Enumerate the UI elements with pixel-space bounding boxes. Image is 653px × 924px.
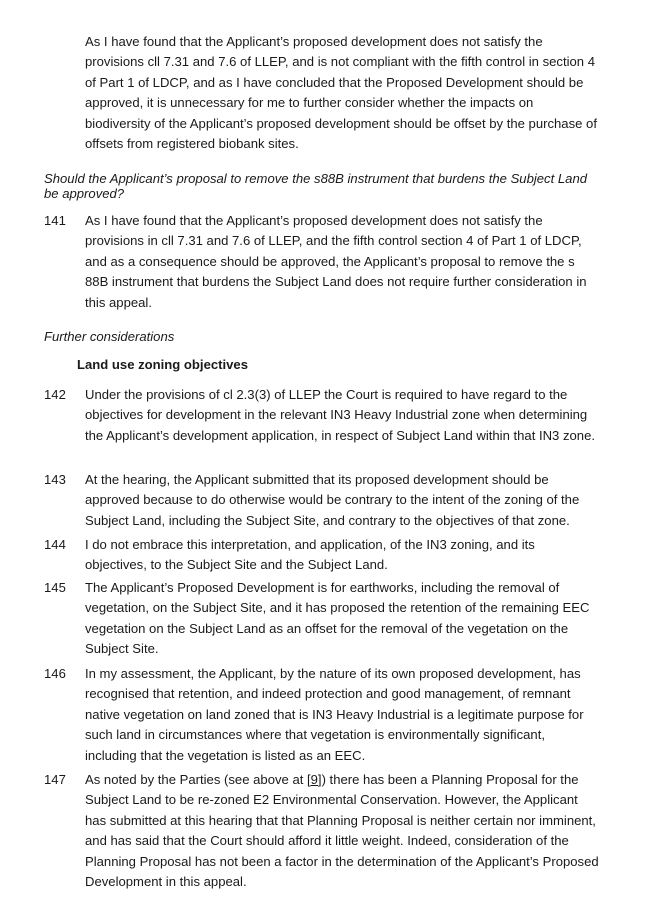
paragraph-text: The Applicant’s Proposed Development is for earthworks, including the removal of vegetation, on the Subject Site, and it has proposed the retention of the remaining EEC vegetation on the Subject Land as an offset for the removal of the vegetation on the Subject Site. — [85, 580, 590, 657]
paragraph-number: 145 — [44, 580, 66, 595]
paragraph-text-end: ) there has been a Planning Proposal for the Subject Land to be re-zoned E2 Environmental Conservation. However, the Applicant has submitted at this hearing that that Planning Proposal is neither certain nor imminent, and has said that the Court should afford it little weight. Indeed, consideration of the Planning Proposal has not been a factor in the determination of the Applicant’s Proposed Development in this appeal. — [85, 772, 599, 890]
subheading-land-use-zoning: Land use zoning objectives — [77, 357, 248, 372]
paragraph-text: As I have found that the Applicant’s proposed development does not satisfy the provisions in cll 7.31 and 7.6 of LLEP, and the fifth control section 4 of Part 1 of LDCP, and as a consequence should be approved, the Applicant’s proposal to remove the s 88B instrument that burdens the Subject Land does not require further consideration in this appeal. — [85, 213, 587, 310]
heading-s88b-question: Should the Applicant’s proposal to remove the s88B instrument that burdens the Subject Land be approved? — [44, 171, 588, 201]
paragraph-number: 143 — [44, 472, 66, 487]
paragraph-number: 147 — [44, 772, 66, 787]
paragraph-text: I do not embrace this interpretation, and application, of the IN3 zoning, and its objectives, to the Subject Site and the Subject Land. — [85, 537, 535, 573]
paragraph-text: At the hearing, the Applicant submitted that its proposed development should be approved because to do otherwise would be contrary to the intent of the zoning of the Subject Land, including the Subject Site, and contrary to the objectives of that zone. — [85, 472, 580, 528]
paragraph-number: 144 — [44, 537, 66, 552]
paragraph-number: 142 — [44, 387, 66, 402]
intro-paragraph: As I have found that the Applicant’s proposed development does not satisfy the provisions cll 7.31 and 7.6 of LLEP, and is not compliant with the fifth control in section 4 of Part 1 of LDCP, and as I have concluded that the Proposed Development should be approved, it is unnecessary for me to further consider whether the impacts on biodiversity of the Applicant’s proposed development should be offset by the purchase of offsets from registered biobank sites. — [85, 34, 597, 152]
paragraph-number: 141 — [44, 213, 66, 228]
paragraph-text — [85, 770, 600, 892]
paragraph-number: 146 — [44, 666, 66, 681]
cross-reference-link[interactable]: [9] — [307, 772, 322, 787]
paragraph-text: Under the provisions of cl 2.3(3) of LLEP the Court is required to have regard to the objectives for development in the relevant IN3 Heavy Industrial zone when determining the Applicant’s development application, in respect of Subject Land within that IN3 zone. — [85, 387, 596, 443]
heading-further-considerations: Further considerations — [44, 329, 175, 344]
paragraph-text-start: As noted by the Parties (see above at — [85, 772, 307, 787]
paragraph-text: In my assessment, the Applicant, by the nature of its own proposed development, has recognised that retention, and indeed protection and good management, of remnant native vegetation on land zoned that is IN3 Heavy Industrial is a legitimate purpose for such land in circumstances where that vegetation is environmentally significant, including that the vegetation is listed as an EEC. — [85, 666, 584, 763]
